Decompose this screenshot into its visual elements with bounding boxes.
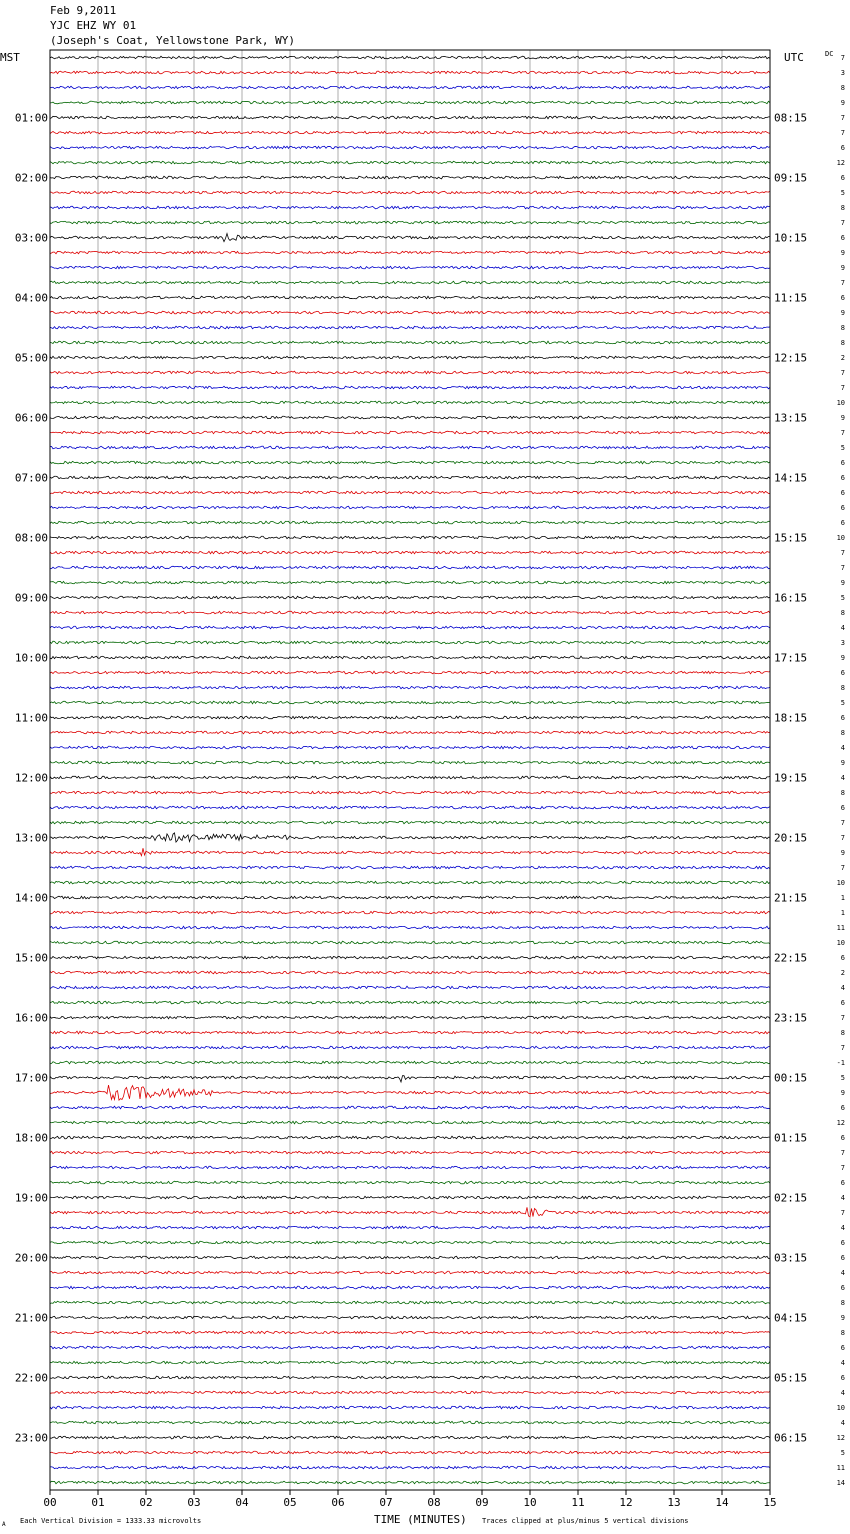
trace-row-14 xyxy=(50,266,770,269)
x-tick-label-02: 02 xyxy=(139,1496,153,1509)
trace-row-95 xyxy=(50,1481,770,1484)
trace-row-16 xyxy=(50,296,770,299)
trace-row-92 xyxy=(50,1436,770,1439)
dc-offset-67: -1 xyxy=(836,1059,845,1067)
dc-offset-22: 7 xyxy=(840,384,845,392)
trace-row-76 xyxy=(50,1196,770,1199)
trace-row-64 xyxy=(50,1016,770,1019)
dc-offset-87: 4 xyxy=(840,1359,845,1367)
dc-offset-43: 5 xyxy=(840,699,845,707)
x-tick-label-15: 15 xyxy=(763,1496,777,1509)
trace-row-90 xyxy=(50,1406,770,1409)
trace-row-78 xyxy=(50,1226,770,1229)
trace-row-31 xyxy=(50,521,770,524)
left-hour-label-22:00: 22:00 xyxy=(14,1371,48,1385)
dc-offset-25: 7 xyxy=(840,429,845,437)
trace-row-74 xyxy=(50,1166,770,1169)
dc-offset-16: 6 xyxy=(840,294,845,302)
dc-offset-77: 7 xyxy=(840,1209,845,1217)
dc-offset-28: 6 xyxy=(840,474,845,482)
right-hour-label-01:15: 01:15 xyxy=(774,1131,808,1145)
dc-offset-85: 8 xyxy=(840,1329,845,1337)
trace-row-54 xyxy=(50,866,770,869)
dc-offset-53: 9 xyxy=(840,849,845,857)
dc-offset-31: 6 xyxy=(840,519,845,527)
trace-row-18 xyxy=(50,326,770,329)
dc-offset-24: 9 xyxy=(840,414,845,422)
station-id: YJC EHZ WY 01 xyxy=(50,19,137,32)
trace-row-12 xyxy=(50,234,770,242)
dc-offset-23: 10 xyxy=(836,399,845,407)
seismic-traces xyxy=(50,56,770,1484)
dc-offset-95: 14 xyxy=(836,1479,845,1487)
dc-offset-40: 9 xyxy=(840,654,845,662)
left-timezone-label: MST xyxy=(0,51,20,64)
dc-offset-30: 6 xyxy=(840,504,845,512)
trace-row-1 xyxy=(50,71,770,74)
dc-offset-88: 6 xyxy=(840,1374,845,1382)
left-hour-label-18:00: 18:00 xyxy=(14,1131,48,1145)
dc-offset-84: 9 xyxy=(840,1314,845,1322)
dc-offset-42: 8 xyxy=(840,684,845,692)
trace-row-2 xyxy=(50,86,770,89)
dc-offset-75: 6 xyxy=(840,1179,845,1187)
trace-row-81 xyxy=(50,1271,770,1274)
trace-row-42 xyxy=(50,686,770,689)
trace-row-45 xyxy=(50,731,770,734)
dc-offset-5: 7 xyxy=(840,129,845,137)
right-hour-label-06:15: 06:15 xyxy=(774,1431,808,1445)
trace-row-46 xyxy=(50,746,770,749)
dc-offset-56: 1 xyxy=(840,894,845,902)
trace-row-80 xyxy=(50,1256,770,1259)
dc-column-header: DC xyxy=(825,50,834,58)
trace-row-50 xyxy=(50,806,770,809)
dc-offset-70: 6 xyxy=(840,1104,845,1112)
right-hour-label-02:15: 02:15 xyxy=(774,1191,808,1205)
trace-row-37 xyxy=(50,611,770,614)
trace-row-94 xyxy=(50,1466,770,1469)
dc-offset-14: 9 xyxy=(840,264,845,272)
trace-row-51 xyxy=(50,821,770,824)
right-hour-label-03:15: 03:15 xyxy=(774,1251,808,1265)
trace-row-21 xyxy=(50,371,770,374)
dc-offset-37: 8 xyxy=(840,609,845,617)
left-hour-label-13:00: 13:00 xyxy=(14,831,48,845)
trace-row-11 xyxy=(50,221,770,224)
right-hour-label-04:15: 04:15 xyxy=(774,1311,808,1325)
left-hour-label-16:00: 16:00 xyxy=(14,1011,48,1025)
scale-note: Each Vertical Division = 1333.33 microvolts xyxy=(20,1517,202,1525)
x-tick-label-14: 14 xyxy=(715,1496,729,1509)
dc-offset-29: 6 xyxy=(840,489,845,497)
trace-row-5 xyxy=(50,131,770,134)
dc-offset-50: 6 xyxy=(840,804,845,812)
dc-offset-73: 7 xyxy=(840,1149,845,1157)
trace-row-62 xyxy=(50,986,770,989)
dc-offset-6: 6 xyxy=(840,144,845,152)
left-hour-label-17:00: 17:00 xyxy=(14,1071,48,1085)
trace-row-60 xyxy=(50,956,770,959)
dc-offset-72: 6 xyxy=(840,1134,845,1142)
trace-row-17 xyxy=(50,311,770,314)
dc-offset-61: 2 xyxy=(840,969,845,977)
right-hour-label-05:15: 05:15 xyxy=(774,1371,808,1385)
dc-offset-41: 6 xyxy=(840,669,845,677)
dc-offset-68: 5 xyxy=(840,1074,845,1082)
dc-offset-17: 9 xyxy=(840,309,845,317)
dc-offset-20: 2 xyxy=(840,354,845,362)
dc-offset-38: 4 xyxy=(840,624,845,632)
dc-offset-7: 12 xyxy=(836,159,845,167)
trace-row-86 xyxy=(50,1346,770,1349)
left-hour-label-03:00: 03:00 xyxy=(14,231,48,245)
left-hour-label-20:00: 20:00 xyxy=(14,1251,48,1265)
right-hour-label-13:15: 13:15 xyxy=(774,411,808,425)
trace-row-61 xyxy=(50,971,770,974)
dc-offset-18: 8 xyxy=(840,324,845,332)
dc-offset-82: 6 xyxy=(840,1284,845,1292)
dc-offset-57: 1 xyxy=(840,909,845,917)
dc-offset-62: 4 xyxy=(840,984,845,992)
dc-offset-48: 4 xyxy=(840,774,845,782)
left-hour-label-11:00: 11:00 xyxy=(14,711,48,725)
trace-row-72 xyxy=(50,1136,770,1139)
dc-offset-32: 10 xyxy=(836,534,845,542)
dc-offset-76: 4 xyxy=(840,1194,845,1202)
dc-offset-91: 4 xyxy=(840,1419,845,1427)
trace-row-85 xyxy=(50,1331,770,1334)
trace-row-68 xyxy=(50,1076,770,1082)
left-hour-label-10:00: 10:00 xyxy=(14,651,48,665)
dc-offset-34: 7 xyxy=(840,564,845,572)
x-tick-label-00: 00 xyxy=(43,1496,57,1509)
trace-row-0 xyxy=(50,56,770,59)
right-hour-label-17:15: 17:15 xyxy=(774,651,808,665)
trace-row-83 xyxy=(50,1301,770,1304)
right-hour-label-10:15: 10:15 xyxy=(774,231,808,245)
right-hour-label-22:15: 22:15 xyxy=(774,951,808,965)
dc-offset-9: 5 xyxy=(840,189,845,197)
trace-row-84 xyxy=(50,1316,770,1319)
trace-row-53 xyxy=(50,848,770,856)
dc-offset-65: 8 xyxy=(840,1029,845,1037)
trace-row-58 xyxy=(50,926,770,929)
clip-note: Traces clipped at plus/minus 5 vertical divisions xyxy=(482,1517,689,1525)
trace-row-77 xyxy=(50,1207,770,1216)
dc-offset-1: 3 xyxy=(840,69,845,77)
left-hour-label-06:00: 06:00 xyxy=(14,411,48,425)
trace-row-59 xyxy=(50,941,770,944)
right-hour-label-23:15: 23:15 xyxy=(774,1011,808,1025)
dc-offset-63: 6 xyxy=(840,999,845,1007)
x-tick-label-08: 08 xyxy=(427,1496,441,1509)
dc-offset-59: 10 xyxy=(836,939,845,947)
left-hour-label-05:00: 05:00 xyxy=(14,351,48,365)
left-hour-label-21:00: 21:00 xyxy=(14,1311,48,1325)
trace-row-8 xyxy=(50,176,770,179)
trace-row-91 xyxy=(50,1421,770,1424)
dc-offset-52: 7 xyxy=(840,834,845,842)
dc-offset-49: 8 xyxy=(840,789,845,797)
trace-row-22 xyxy=(50,386,770,389)
right-hour-label-08:15: 08:15 xyxy=(774,111,808,125)
left-hour-label-09:00: 09:00 xyxy=(14,591,48,605)
right-hour-label-09:15: 09:15 xyxy=(774,171,808,185)
dc-offset-11: 7 xyxy=(840,219,845,227)
trace-row-66 xyxy=(50,1046,770,1049)
dc-offset-74: 7 xyxy=(840,1164,845,1172)
plot-date: Feb 9,2011 xyxy=(50,4,117,17)
right-hour-label-14:15: 14:15 xyxy=(774,471,808,485)
right-hour-label-18:15: 18:15 xyxy=(774,711,808,725)
dc-offset-19: 8 xyxy=(840,339,845,347)
trace-row-44 xyxy=(50,716,770,719)
trace-row-34 xyxy=(50,566,770,569)
trace-row-30 xyxy=(50,506,770,509)
trace-row-63 xyxy=(50,1001,770,1004)
trace-row-39 xyxy=(50,641,770,644)
left-hour-label-19:00: 19:00 xyxy=(14,1191,48,1205)
trace-row-32 xyxy=(50,536,770,539)
trace-row-33 xyxy=(50,551,770,554)
trace-row-15 xyxy=(50,281,770,284)
dc-offset-10: 8 xyxy=(840,204,845,212)
dc-offset-21: 7 xyxy=(840,369,845,377)
trace-row-75 xyxy=(50,1181,770,1184)
trace-row-7 xyxy=(50,161,770,164)
trace-row-36 xyxy=(50,596,770,599)
x-tick-label-10: 10 xyxy=(523,1496,537,1509)
left-hour-label-04:00: 04:00 xyxy=(14,291,48,305)
dc-offset-36: 5 xyxy=(840,594,845,602)
dc-offset-90: 10 xyxy=(836,1404,845,1412)
dc-offset-69: 9 xyxy=(840,1089,845,1097)
trace-row-13 xyxy=(50,251,770,254)
right-hour-label-20:15: 20:15 xyxy=(774,831,808,845)
trace-row-71 xyxy=(50,1121,770,1124)
trace-row-88 xyxy=(50,1376,770,1379)
dc-offset-79: 6 xyxy=(840,1239,845,1247)
dc-offset-8: 6 xyxy=(840,174,845,182)
x-tick-label-04: 04 xyxy=(235,1496,249,1509)
x-tick-label-13: 13 xyxy=(667,1496,681,1509)
trace-row-20 xyxy=(50,356,770,359)
dc-offset-35: 9 xyxy=(840,579,845,587)
trace-row-4 xyxy=(50,116,770,119)
dc-offset-51: 7 xyxy=(840,819,845,827)
trace-row-27 xyxy=(50,461,770,464)
dc-offset-12: 6 xyxy=(840,234,845,242)
dc-offset-13: 9 xyxy=(840,249,845,257)
x-tick-label-01: 01 xyxy=(91,1496,105,1509)
trace-row-23 xyxy=(50,401,770,404)
x-tick-label-09: 09 xyxy=(475,1496,489,1509)
trace-row-43 xyxy=(50,701,770,704)
dc-offset-2: 8 xyxy=(840,84,845,92)
dc-offset-58: 11 xyxy=(836,924,845,932)
trace-row-93 xyxy=(50,1451,770,1454)
trace-row-26 xyxy=(50,446,770,449)
trace-row-35 xyxy=(50,581,770,584)
dc-offset-27: 6 xyxy=(840,459,845,467)
x-tick-label-06: 06 xyxy=(331,1496,345,1509)
corner-mark: A xyxy=(2,1521,6,1528)
trace-row-57 xyxy=(50,911,770,914)
right-hour-label-12:15: 12:15 xyxy=(774,351,808,365)
trace-row-49 xyxy=(50,791,770,794)
dc-offset-0: 7 xyxy=(840,54,845,62)
x-tick-label-11: 11 xyxy=(571,1496,585,1509)
trace-row-40 xyxy=(50,656,770,659)
dc-offset-45: 8 xyxy=(840,729,845,737)
trace-row-79 xyxy=(50,1241,770,1244)
dc-offset-60: 6 xyxy=(840,954,845,962)
trace-row-38 xyxy=(50,626,770,629)
trace-row-28 xyxy=(50,476,770,479)
left-hour-label-14:00: 14:00 xyxy=(14,891,48,905)
dc-offset-47: 9 xyxy=(840,759,845,767)
dc-offset-4: 7 xyxy=(840,114,845,122)
x-tick-label-05: 05 xyxy=(283,1496,297,1509)
trace-row-89 xyxy=(50,1391,770,1394)
left-hour-label-02:00: 02:00 xyxy=(14,171,48,185)
trace-row-19 xyxy=(50,341,770,344)
trace-row-70 xyxy=(50,1106,770,1109)
trace-row-87 xyxy=(50,1361,770,1364)
left-hour-label-07:00: 07:00 xyxy=(14,471,48,485)
right-hour-label-11:15: 11:15 xyxy=(774,291,808,305)
dc-offset-39: 3 xyxy=(840,639,845,647)
dc-offset-94: 11 xyxy=(836,1464,845,1472)
trace-row-41 xyxy=(50,671,770,674)
left-hour-label-01:00: 01:00 xyxy=(14,111,48,125)
x-tick-label-07: 07 xyxy=(379,1496,393,1509)
dc-offset-93: 5 xyxy=(840,1449,845,1457)
trace-row-25 xyxy=(50,431,770,434)
trace-row-69 xyxy=(50,1085,770,1100)
dc-offset-71: 12 xyxy=(836,1119,845,1127)
right-hour-label-19:15: 19:15 xyxy=(774,771,808,785)
left-hour-label-23:00: 23:00 xyxy=(14,1431,48,1445)
dc-offset-33: 7 xyxy=(840,549,845,557)
dc-offset-3: 9 xyxy=(840,99,845,107)
x-axis-title: TIME (MINUTES) xyxy=(374,1513,467,1526)
trace-row-29 xyxy=(50,491,770,494)
dc-offset-15: 7 xyxy=(840,279,845,287)
trace-row-65 xyxy=(50,1031,770,1034)
dc-offset-66: 7 xyxy=(840,1044,845,1052)
x-tick-label-03: 03 xyxy=(187,1496,201,1509)
right-hour-label-15:15: 15:15 xyxy=(774,531,808,545)
trace-row-82 xyxy=(50,1286,770,1289)
dc-offset-80: 6 xyxy=(840,1254,845,1262)
right-hour-label-16:15: 16:15 xyxy=(774,591,808,605)
dc-offset-54: 7 xyxy=(840,864,845,872)
dc-offset-55: 10 xyxy=(836,879,845,887)
trace-row-56 xyxy=(50,896,770,899)
left-hour-label-12:00: 12:00 xyxy=(14,771,48,785)
left-hour-label-15:00: 15:00 xyxy=(14,951,48,965)
trace-row-9 xyxy=(50,191,770,194)
dc-offset-26: 5 xyxy=(840,444,845,452)
dc-offset-44: 6 xyxy=(840,714,845,722)
trace-row-52 xyxy=(50,833,770,842)
right-hour-label-21:15: 21:15 xyxy=(774,891,808,905)
dc-offset-81: 4 xyxy=(840,1269,845,1277)
trace-row-55 xyxy=(50,881,770,884)
left-hour-label-08:00: 08:00 xyxy=(14,531,48,545)
dc-offset-78: 4 xyxy=(840,1224,845,1232)
trace-row-47 xyxy=(50,761,770,764)
trace-row-6 xyxy=(50,146,770,149)
right-hour-label-00:15: 00:15 xyxy=(774,1071,808,1085)
trace-row-10 xyxy=(50,206,770,209)
trace-row-73 xyxy=(50,1151,770,1154)
x-tick-label-12: 12 xyxy=(619,1496,633,1509)
trace-row-67 xyxy=(50,1061,770,1064)
dc-offset-64: 7 xyxy=(840,1014,845,1022)
dc-offset-86: 6 xyxy=(840,1344,845,1352)
dc-offset-46: 4 xyxy=(840,744,845,752)
dc-offset-83: 8 xyxy=(840,1299,845,1307)
axis-labels xyxy=(15,54,845,1509)
trace-row-3 xyxy=(50,101,770,104)
trace-row-24 xyxy=(50,416,770,419)
right-timezone-label: UTC xyxy=(784,51,804,64)
station-location: (Joseph's Coat, Yellowstone Park, WY) xyxy=(50,34,296,47)
trace-row-48 xyxy=(50,776,770,779)
dc-offset-89: 4 xyxy=(840,1389,845,1397)
dc-offset-92: 12 xyxy=(836,1434,845,1442)
